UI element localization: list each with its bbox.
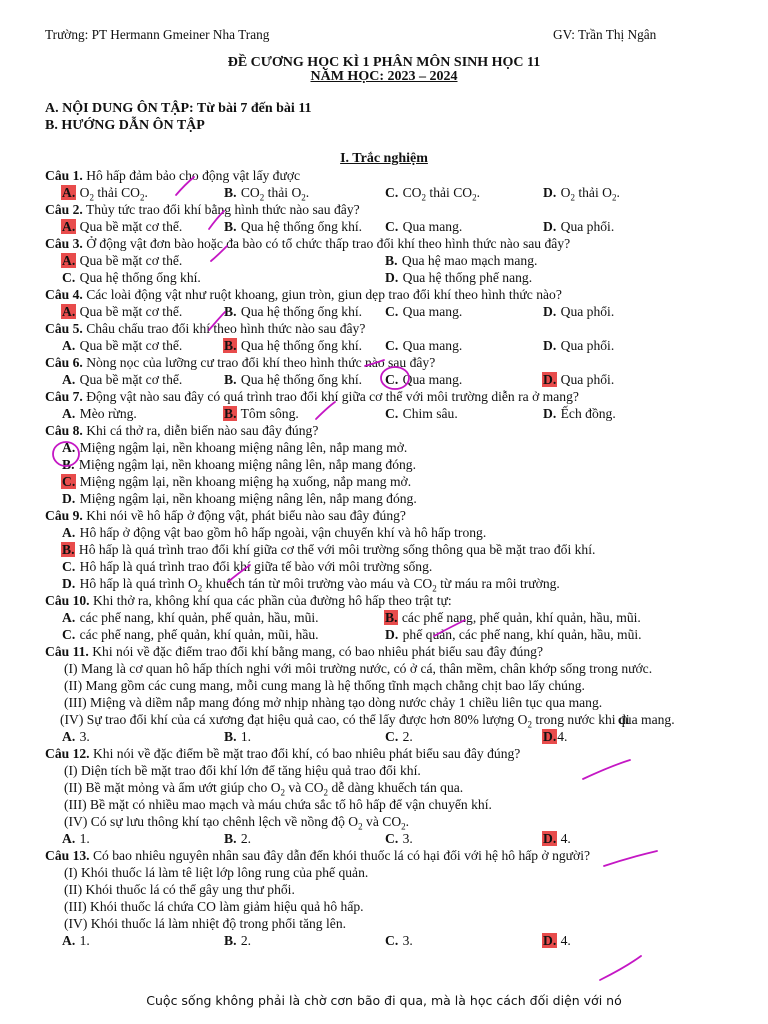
statement-4: (IV) Có sự lưu thông khí tạo chênh lệch về nồng độ $O_2$ và $CO_2$. [64, 814, 410, 832]
document-title: ĐỀ CƯƠNG HỌC KÌ 1 PHÂN MÔN SINH HỌC 11 [227, 55, 541, 70]
question-text: Khi nói về đặc điểm bề mặt trao đổi khí, có bao nhiêu phát biểu sau đây đúng? [92, 746, 521, 761]
question-11 [45, 643, 725, 745]
option-a: A. Miệng ngậm lại, nền khoang miệng nâng lên, nắp mang mở. [62, 440, 408, 455]
section-guide: B. HƯỚNG DẪN ÔN TẬP [45, 118, 205, 133]
option-c: C. 3. [385, 831, 413, 846]
question-number: Câu 8. [45, 423, 83, 438]
option-a: A. Qua bề mặt cơ thể. [62, 219, 183, 234]
option-d: D. $O_2$ thải $O_2$. [543, 185, 620, 203]
option-d: D. Qua phổi. [543, 304, 615, 319]
option-a: A. Qua bề mặt cơ thể. [62, 253, 183, 268]
option-d: D. Qua phổi. [543, 338, 615, 353]
question-text: Châu chấu trao đổi khí theo hình thức nào sau đây? [86, 321, 366, 336]
statement-4: (IV) Khói thuốc lá làm nhiệt độ trong phổi tăng lên. [64, 916, 347, 931]
footer-quote: Cuộc sống không phải là chờ cơn bão đi qua, mà là học cách đối diện với nó [146, 993, 622, 1008]
question-text: Động vật nào sau đây có quá trình trao đổi khí giữa cơ thể với môi trường diễn ra ở mang? [86, 389, 579, 404]
option-a: A. 1. [62, 933, 90, 948]
statement-3: (III) Bề mặt có nhiều mao mạch và máu chứa sắc tố hô hấp để vận chuyển khí. [64, 797, 492, 812]
option-d: D.4. [543, 729, 568, 744]
option-c: C. Qua mang. [385, 219, 463, 234]
option-c: C. Hô hấp là quá trình trao đổi khí giữa tế bào với môi trường sống. [62, 559, 433, 574]
school-name: Trường: PT Hermann Gmeiner Nha Trang [45, 27, 270, 42]
question-number: Câu 3. [45, 236, 83, 251]
option-a: A. Hô hấp ở động vật bao gồm hô hấp ngoài, vận chuyển khí và hô hấp trong. [62, 525, 487, 540]
question-text: Khi nói về đặc điểm trao đổi khí bằng mang, có bao nhiêu phát biểu sau đây đúng? [92, 644, 543, 659]
option-c: C. Qua mang. [385, 304, 463, 319]
question-13 [45, 847, 725, 949]
teacher-name: GV: Trần Thị Ngân [553, 27, 657, 42]
option-b: B. các phế nang, phế quản, khí quản, hầu, mũi. [385, 610, 641, 625]
option-a: A. Qua bề mặt cơ thể. [62, 372, 183, 387]
option-a: A. 1. [62, 831, 90, 846]
question-number: Câu 11. [45, 644, 89, 659]
question-number: Câu 7. [45, 389, 83, 404]
question-text: Ở động vật đơn bào hoặc đa bào có tổ chức thấp trao đổi khí theo hình thức nào sau đây? [86, 236, 571, 251]
option-b: B. 2. [224, 933, 252, 948]
option-c: C. Qua hệ thống ống khí. [62, 270, 201, 285]
question-number: Câu 2. [45, 202, 83, 217]
question-number: Câu 5. [45, 321, 83, 336]
option-d: D. Qua hệ thống phế nang. [385, 270, 533, 285]
option-d: D. Qua phổi. [543, 219, 615, 234]
statement-2: (II) Khói thuốc lá có thể gây ung thư phổi. [64, 882, 295, 897]
option-d: D. 4. [543, 831, 571, 846]
option-c: C. các phế nang, phế quản, khí quản, mũi, hầu. [62, 627, 319, 642]
statement-1: (I) Diện tích bề mặt trao đổi khí lớn để tăng hiệu quả trao đổi khí. [64, 763, 421, 778]
question-number: Câu 13. [45, 848, 90, 863]
option-a: A. Qua bề mặt cơ thể. [62, 338, 183, 353]
option-b: B. 2. [224, 831, 252, 846]
question-text: Có bao nhiêu nguyên nhân sau đây dẫn đến khói thuốc lá có hại đối với hệ hô hấp ở người? [92, 848, 591, 863]
option-a: A. $O_2$ thải $CO_2$. [62, 185, 148, 203]
statement-2: (II) Mang gồm các cung mang, mỗi cung mang là hệ thống tĩnh mạch chằng chịt bao lấy chúng. [64, 678, 585, 693]
statement-1: (I) Khói thuốc lá làm tê liệt lớp lông rung của phế quản. [64, 865, 369, 880]
statement-3: (III) Miệng và diềm nắp mang đóng mở nhịp nhàng tạo dòng nước chảy 1 chiều liên tục qua mang. [64, 695, 603, 710]
option-d: D. Ếch đồng. [543, 406, 616, 421]
question-number: Câu 4. [45, 287, 83, 302]
option-d: D. 4. [543, 933, 571, 948]
section-content: A. NỘI DUNG ÔN TẬP: Từ bài 7 đến bài 11 [45, 101, 312, 116]
statement-3: (III) Khói thuốc lá chứa CO làm giảm hiệu quả hô hấp. [64, 899, 364, 914]
option-a: A. các phế nang, khí quản, phế quản, hầu, mũi. [62, 610, 319, 625]
option-b: B. Qua hệ thống ống khí. [224, 304, 363, 319]
question-5 [45, 320, 725, 354]
question-text: Khi nói về hô hấp ở động vật, phát biểu nào sau đây đúng? [86, 508, 406, 523]
option-c: C. 2. [385, 729, 413, 744]
option-c: C. Miệng ngậm lại, nền khoang miệng hạ xuống, nắp mang mở. [62, 474, 412, 489]
option-b: B. Hô hấp là quá trình trao đổi khí giữa cơ thể với môi trường sống thông qua bề mặt trao đổi khí. [62, 542, 596, 557]
option-b: B. 1. [224, 729, 252, 744]
statement-2: (II) Bề mặt mỏng và ẩm ướt giúp cho $O_2$ và $CO_2$ dễ dàng khuếch tán qua. [64, 780, 464, 798]
option-b: B. Qua hệ thống ống khí. [224, 372, 363, 387]
question-number: Câu 12. [45, 746, 90, 761]
option-d: D. Hô hấp là quá trình $O_2$ khuếch tán từ môi trường vào máu và $CO_2$ từ máu ra môi trường. [62, 576, 560, 594]
question-2 [45, 201, 725, 235]
option-b: B. $CO_2$ thải $O_2$. [224, 185, 310, 203]
option-b: B. Qua hệ thống ống khí. [224, 219, 363, 234]
option-a: A. Mèo rừng. [62, 406, 137, 421]
statement-1: (I) Mang là cơ quan hô hấp thích nghi với môi trường nước, có ở cá, thân mềm, chân khớp sống trong nước. [64, 661, 653, 676]
question-text: Hô hấp đảm bảo cho động vật lấy được [86, 168, 301, 183]
option-a: A. Qua bề mặt cơ thể. [62, 304, 183, 319]
question-10 [45, 592, 725, 643]
question-9 [45, 507, 725, 592]
question-text: Nòng nọc của lưỡng cư trao đổi khí theo hình thức nào sau đây? [86, 355, 436, 370]
option-c: C. Qua mang. [385, 338, 463, 353]
question-1 [45, 167, 725, 201]
option-b: B. Qua hệ mao mạch mang. [385, 253, 538, 268]
option-b: B. Miệng ngậm lại, nền khoang miệng nâng lên, nắp mang đóng. [62, 457, 417, 472]
question-12 [45, 745, 725, 847]
question-text: Khi thở ra, không khí qua các phần của đường hô hấp theo trật tự: [92, 593, 452, 608]
check-mark-11 [600, 956, 641, 980]
option-b: B. Tôm sông. [224, 406, 299, 421]
part-title: I. Trắc nghiệm [340, 151, 428, 166]
question-number: Câu 6. [45, 355, 83, 370]
option-c: C. 3. [385, 933, 413, 948]
question-text: Các loài động vật như ruột khoang, giun tròn, giun dẹp trao đổi khí theo hình thức nào? [86, 287, 562, 302]
option-c: C. $CO_2$ thải $CO_2$. [385, 185, 480, 203]
option-c: C. Qua mang. [385, 372, 463, 387]
question-7 [45, 388, 725, 422]
question-8 [45, 422, 725, 507]
question-3 [45, 235, 725, 286]
question-text: Khi cá thở ra, diễn biến nào sau đây đúng? [86, 423, 319, 438]
option-d: D. Miệng ngậm lại, nền khoang miệng nâng lên, nắp mang đóng. [62, 491, 417, 506]
option-c: C. Chim sâu. [385, 406, 458, 421]
question-text: Thủy tức trao đổi khí bằng hình thức nào sau đây? [85, 202, 360, 217]
statement-4: (IV) Sự trao đổi khí của cá xương đạt hiệu quả cao, có thể lấy được hơn 80% lượng $O_2$ trong nước khi đi qua mang. [60, 712, 675, 730]
option-d: D. Qua phổi. [543, 372, 615, 387]
question-4 [45, 286, 725, 320]
option-d: D. phế quản, các phế nang, khí quản, hầu, mũi. [385, 627, 642, 642]
question-number: Câu 1. [45, 168, 83, 183]
question-number: Câu 10. [45, 593, 90, 608]
question-6 [45, 354, 725, 388]
question-number: Câu 9. [45, 508, 83, 523]
option-b: B. Qua hệ thống ống khí. [224, 338, 363, 353]
school-year: NĂM HỌC: 2023 – 2024 [310, 69, 458, 84]
question-list [45, 167, 725, 949]
option-a: A. 3. [62, 729, 90, 744]
